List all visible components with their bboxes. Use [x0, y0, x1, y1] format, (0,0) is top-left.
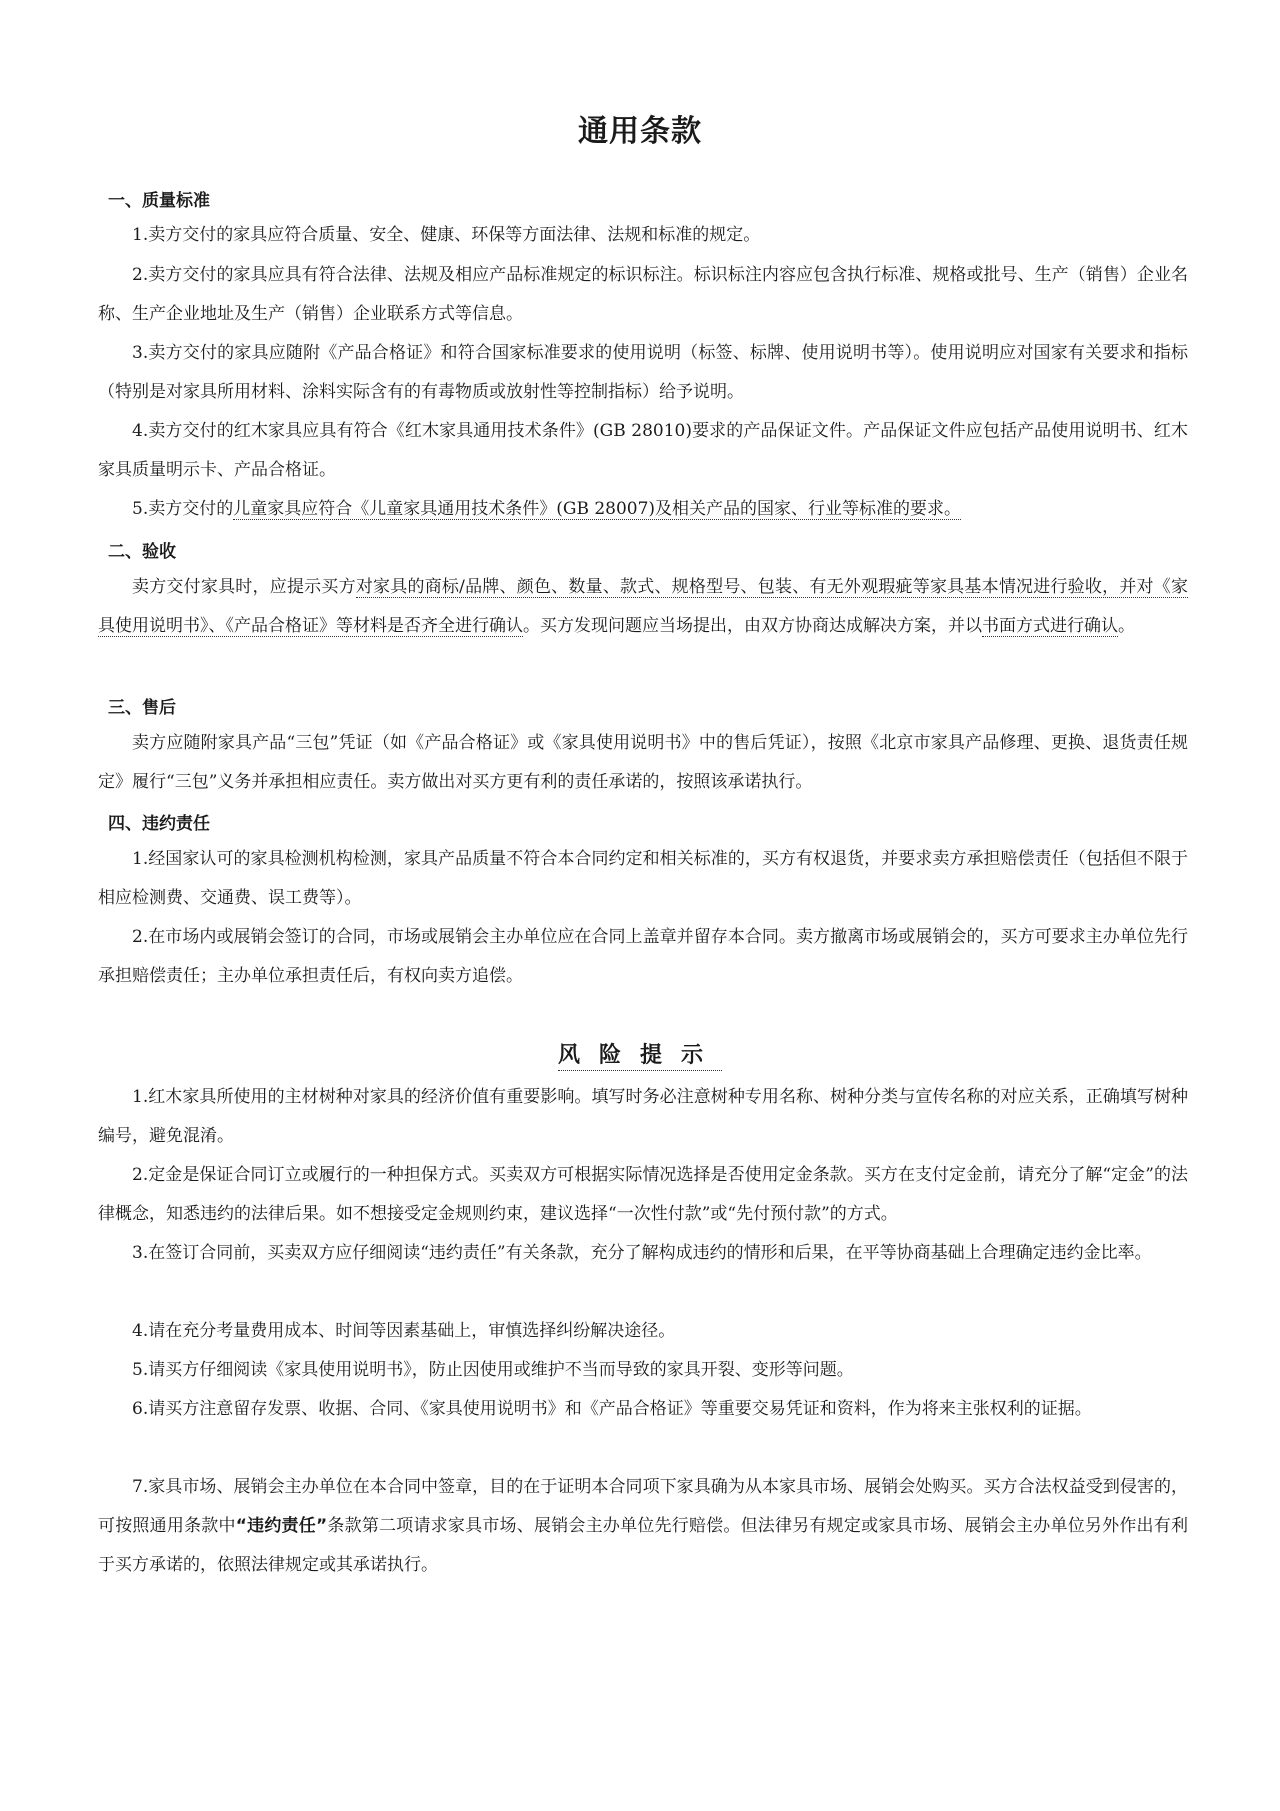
- risk-paragraph: 5.请买方仔细阅读《家具使用说明书》，防止因使用或维护不当而导致的家具开裂、变形等问题。: [132, 1360, 854, 1380]
- clause-paragraph: 1.经国家认可的家具检测机构检测，家具产品质量不符合本合同约定和相关标准的，买方有权退货，并要求卖方承担赔偿责任（包括但不限于相应检测费、交通费、误工费等）。: [98, 849, 1188, 908]
- risk-text: 7.家具市场、展销会主办单位在本合同中签章，目的在于证明本合同项下家具确为从本家具市场、展销会处购买。买方合法权益受到侵害的，可按照通用条款中: [98, 1477, 1188, 1536]
- underlined-text: 书面方式进行确认: [982, 616, 1118, 636]
- risk-title-text: 风险提示: [558, 1043, 722, 1071]
- section-heading-liability: 四、违约责任: [108, 814, 210, 834]
- risk-paragraph: 3.在签订合同前，买卖双方应仔细阅读“违约责任”有关条款，充分了解构成违约的情形和后果，在平等协商基础上合理确定违约金比率。: [132, 1243, 1152, 1263]
- section-heading-acceptance: 二、验收: [108, 542, 176, 562]
- clause-paragraph: 3.卖方交付的家具应随附《产品合格证》和符合国家标准要求的使用说明（标签、标牌、使用说明书等）。使用说明应对国家有关要求和指标（特别是对家具所用材料、涂料实际含有的有毒物质或放射性等控制指标）给予说明。: [98, 343, 1188, 402]
- clause-paragraph: 卖方应随附家具产品“三包”凭证（如《产品合格证》或《家具使用说明书》中的售后凭证），按照《北京市家具产品修理、更换、退货责任规定》履行“三包”义务并承担相应责任。卖方做出对买方更有利的责任承诺的，按照该承诺执行。: [98, 733, 1188, 792]
- clause-paragraph: 1.卖方交付的家具应符合质量、安全、健康、环保等方面法律、法规和标准的规定。: [132, 225, 761, 245]
- section-heading-after-sales: 三、售后: [108, 698, 176, 718]
- bold-text: “违约责任”: [235, 1516, 328, 1536]
- section-heading-quality: 一、质量标准: [108, 191, 210, 211]
- risk-paragraph: 4.请在充分考量费用成本、时间等因素基础上，审慎选择纠纷解决途径。: [132, 1321, 676, 1341]
- risk-paragraph: 2.定金是保证合同订立或履行的一种担保方式。买卖双方可根据实际情况选择是否使用定金条款。买方在支付定金前，请充分了解“定金”的法律概念，知悉违约的法律后果。如不想接受定金规则约束，建议选择“一次性付款”或“先付预付款”的方式。: [98, 1165, 1188, 1224]
- risk-title: [0, 1038, 1280, 1069]
- clause-paragraph: [98, 568, 1188, 646]
- clause-paragraph: 2.卖方交付的家具应具有符合法律、法规及相应产品标准规定的标识标注。标识标注内容应包含执行标准、规格或批号、生产（销售）企业名称、生产企业地址及生产（销售）企业联系方式等信息。: [98, 265, 1188, 324]
- clause-text: 卖方交付家具时，应提示买方: [132, 577, 356, 597]
- clause-text: 5.卖方交付的: [132, 499, 234, 519]
- risk-paragraph: 1.红木家具所使用的主材树种对家具的经济价值有重要影响。填写时务必注意树种专用名称、树种分类与宣传名称的对应关系，正确填写树种编号，避免混淆。: [98, 1087, 1188, 1146]
- risk-paragraph: [98, 1468, 1188, 1585]
- underlined-text: 儿童家具应符合《儿童家具通用技术条件》(GB 28007)及相关产品的国家、行业等标准的要求。: [233, 499, 962, 519]
- risk-text: 条款第二项请求家具市场、展销会主办单位先行赔偿。但法律另有规定或家具市场、展销会主办单位另外作出有利于买方承诺的，依照法律规定或其承诺执行。: [98, 1516, 1188, 1575]
- clause-paragraph: 2.在市场内或展销会签订的合同，市场或展销会主办单位应在合同上盖章并留存本合同。卖方撤离市场或展销会的，买方可要求主办单位先行承担赔偿责任；主办单位承担责任后，有权向卖方追偿。: [98, 927, 1188, 986]
- risk-paragraph: 6.请买方注意留存发票、收据、合同、《家具使用说明书》和《产品合格证》等重要交易凭证和资料，作为将来主张权利的证据。: [132, 1399, 1092, 1419]
- clause-text: 。: [1118, 616, 1135, 636]
- page-title: 通用条款: [578, 114, 702, 149]
- clause-paragraph: [98, 490, 1188, 529]
- clause-text: 。买方发现问题应当场提出，由双方协商达成解决方案，并以: [523, 616, 982, 636]
- clause-paragraph: 4.卖方交付的红木家具应具有符合《红木家具通用技术条件》(GB 28010)要求的产品保证文件。产品保证文件应包括产品使用说明书、红木家具质量明示卡、产品合格证。: [98, 421, 1188, 480]
- underlined-text: 对家具的商标/品牌、颜色、数量、款式、规格型号、包装、有无外观瑕疵等家具基本情况进行验收，并对《家具使用说明书》、《产品合格证》等材料是否齐全进行确认: [98, 577, 1188, 636]
